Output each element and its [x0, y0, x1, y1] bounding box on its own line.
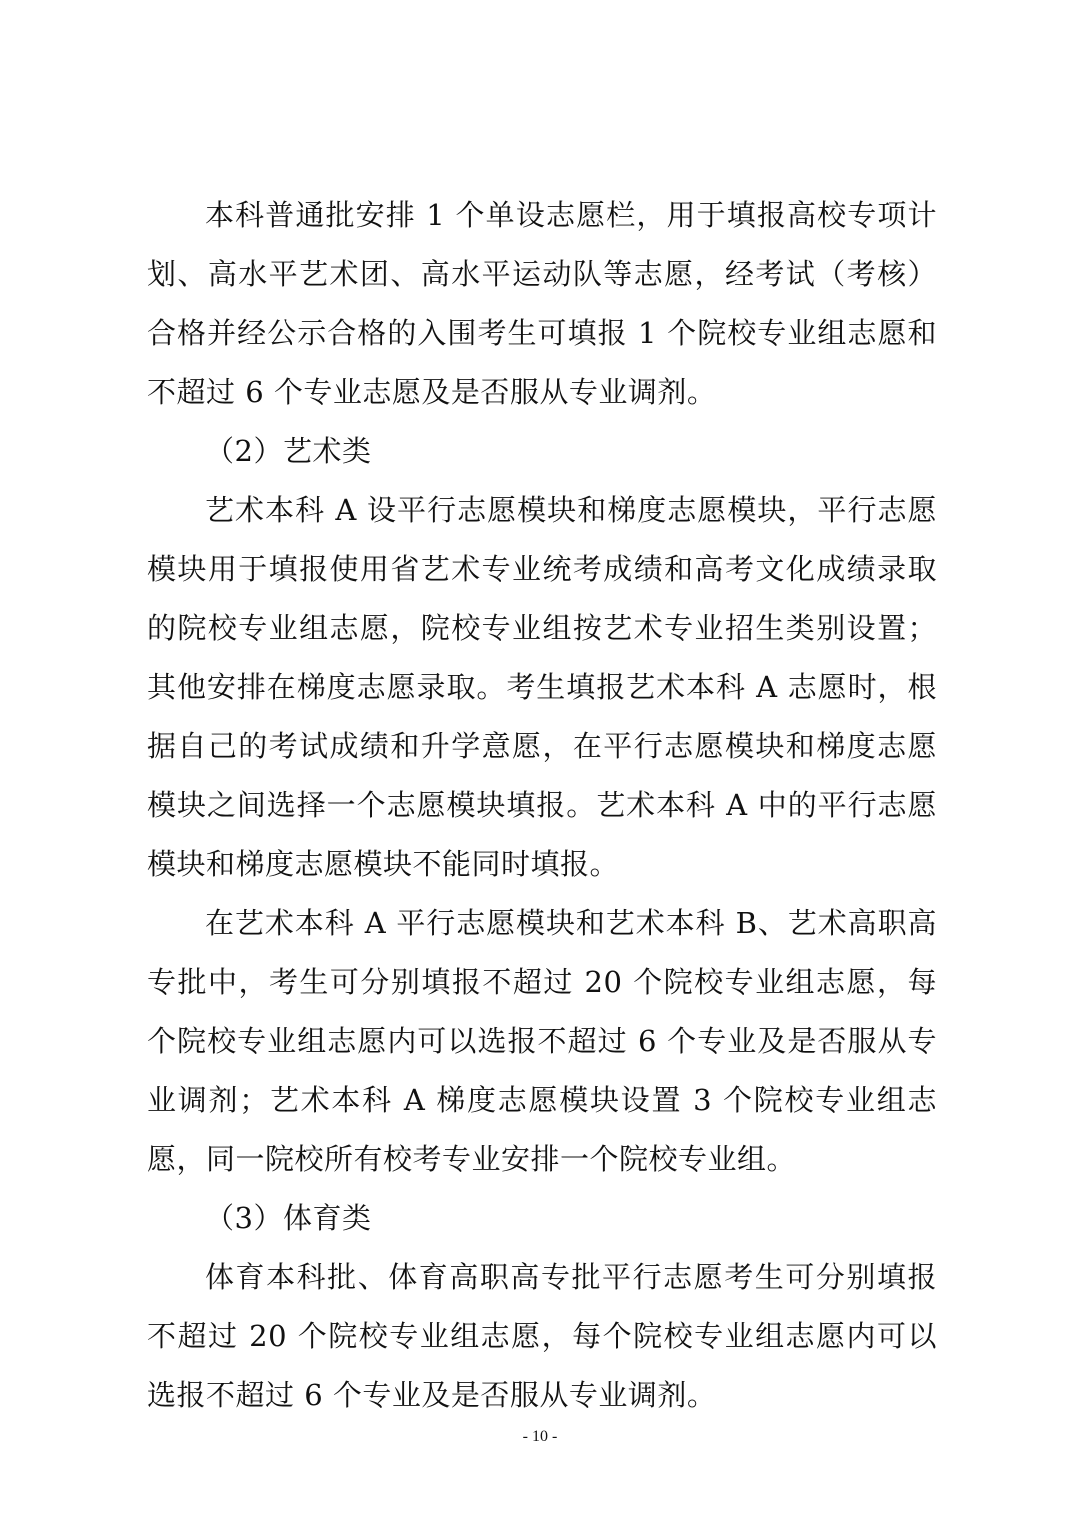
- paragraph-art-modules: 艺术本科 A 设平行志愿模块和梯度志愿模块，平行志愿模块用于填报使用省艺术专业统考成绩和高考文化成绩录取的院校专业组志愿，院校专业组按艺术专业招生类别设置；其他安排在梯度志愿录取。考生填报艺术本科 A 志愿时，根据自己的考试成绩和升学意愿，在平行志愿模块和梯度志愿模块之间选择一个志愿模块填报。艺术本科 A 中的平行志愿模块和梯度志愿模块不能同时填报。: [147, 493, 937, 881]
- section-heading-sports: （3）体育类: [205, 1201, 372, 1235]
- page-number: - 10 -: [522, 1428, 558, 1445]
- paragraph-special-plan: 本科普通批安排 1 个单设志愿栏，用于填报高校专项计划、高水平艺术团、高水平运动队等志愿，经考试（考核）合格并经公示合格的入围考生可填报 1 个院校专业组志愿和不超过 6 个专业志愿及是否服从专业调剂。: [147, 198, 937, 409]
- body-text: [147, 186, 937, 1425]
- paragraph-sports-limits: 体育本科批、体育高职高专批平行志愿考生可分别填报不超过 20 个院校专业组志愿，每个院校专业组志愿内可以选报不超过 6 个专业及是否服从专业调剂。: [147, 1260, 937, 1412]
- paragraph-art-limits: 在艺术本科 A 平行志愿模块和艺术本科 B、艺术高职高专批中，考生可分别填报不超过 20 个院校专业组志愿，每个院校专业组志愿内可以选报不超过 6 个专业及是否服从专业调剂；艺术本科 A 梯度志愿模块设置 3 个院校专业组志愿，同一院校所有校考专业安排一个院校专业组。: [147, 906, 937, 1176]
- section-heading-art: （2）艺术类: [205, 434, 372, 468]
